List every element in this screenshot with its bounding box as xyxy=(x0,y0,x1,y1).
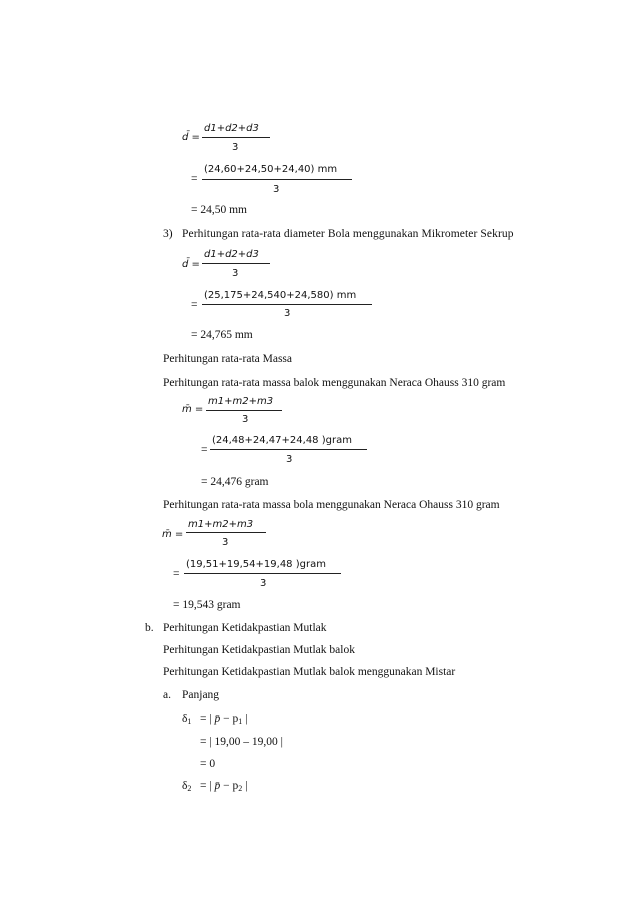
equation-numerator: (25,175+24,540+24,580) mm xyxy=(204,290,357,301)
paragraph-text: Perhitungan rata-rata diameter Bola menggunakan Mikrometer Sekrup xyxy=(182,228,514,240)
fraction-bar xyxy=(184,573,341,574)
equation-numerator: (24,48+24,47+24,48 )gram xyxy=(212,435,352,446)
equation-denominator: 3 xyxy=(232,268,239,279)
fraction-bar xyxy=(202,304,372,305)
delta-expression: = | p̄ − $p_1$ | xyxy=(200,713,248,726)
paragraph-text: Perhitungan rata-rata massa bola menggunakan Neraca Ohauss 310 gram xyxy=(163,499,500,511)
paragraph-text: Perhitungan rata-rata massa balok menggunakan Neraca Ohauss 310 gram xyxy=(163,377,506,389)
equation-result: = 19,543 gram xyxy=(173,599,241,611)
equation-eq: = xyxy=(191,173,198,185)
equation-var: d̄ = xyxy=(182,259,200,270)
equation-denominator: 3 xyxy=(284,308,291,319)
equation-denominator: 3 xyxy=(222,537,229,548)
delta-symbol: $\delta_1$ xyxy=(182,713,192,726)
delta-substitution: = | 19,00 – 19,00 | xyxy=(200,736,283,748)
equation-denominator: 3 xyxy=(232,142,239,153)
fraction-bar xyxy=(202,137,270,138)
section-heading: Perhitungan rata-rata Massa xyxy=(163,353,293,365)
list-letter: a. xyxy=(163,689,171,701)
list-letter: b. xyxy=(145,622,154,634)
equation-eq: = xyxy=(173,568,180,580)
equation-numerator: (19,51+19,54+19,48 )gram xyxy=(186,559,326,570)
fraction-bar xyxy=(202,179,352,180)
paragraph-text: Perhitungan Ketidakpastian Mutlak balok xyxy=(163,644,355,656)
delta-symbol: $\delta_2$ xyxy=(182,780,192,793)
equation-eq: = xyxy=(191,299,198,311)
fraction-bar xyxy=(206,410,282,411)
equation-result: = 24,50 mm xyxy=(191,204,248,216)
fraction-bar xyxy=(186,532,266,533)
equation-numerator: m1+m2+m3 xyxy=(188,519,254,530)
paragraph-text: Perhitungan Ketidakpastian Mutlak balok menggunakan Mistar xyxy=(163,666,456,678)
delta-expression: = | p̄ − $p_2$ | xyxy=(200,780,248,793)
fraction-bar xyxy=(202,263,270,264)
equation-denominator: 3 xyxy=(260,578,267,589)
equation-denominator: 3 xyxy=(286,454,293,465)
equation-denominator: 3 xyxy=(242,414,249,425)
equation-var: d̄ = xyxy=(182,132,200,143)
delta-result: = 0 xyxy=(200,758,216,770)
subsection-heading: Panjang xyxy=(182,689,220,701)
equation-var: m̄ = xyxy=(182,404,204,415)
equation-eq: = xyxy=(201,444,208,456)
equation-var: m̄ = xyxy=(162,529,184,540)
equation-denominator: 3 xyxy=(273,184,280,195)
equation-numerator: m1+m2+m3 xyxy=(208,396,274,407)
section-heading: Perhitungan Ketidakpastian Mutlak xyxy=(163,622,327,634)
equation-numerator: d1+d2+d3 xyxy=(204,249,259,260)
equation-numerator: (24,60+24,50+24,40) mm xyxy=(204,164,338,175)
fraction-bar xyxy=(210,449,367,450)
equation-result: = 24,765 mm xyxy=(191,329,253,341)
equation-numerator: d1+d2+d3 xyxy=(204,123,259,134)
list-number: 3) xyxy=(163,228,173,240)
equation-result: = 24,476 gram xyxy=(201,476,269,488)
